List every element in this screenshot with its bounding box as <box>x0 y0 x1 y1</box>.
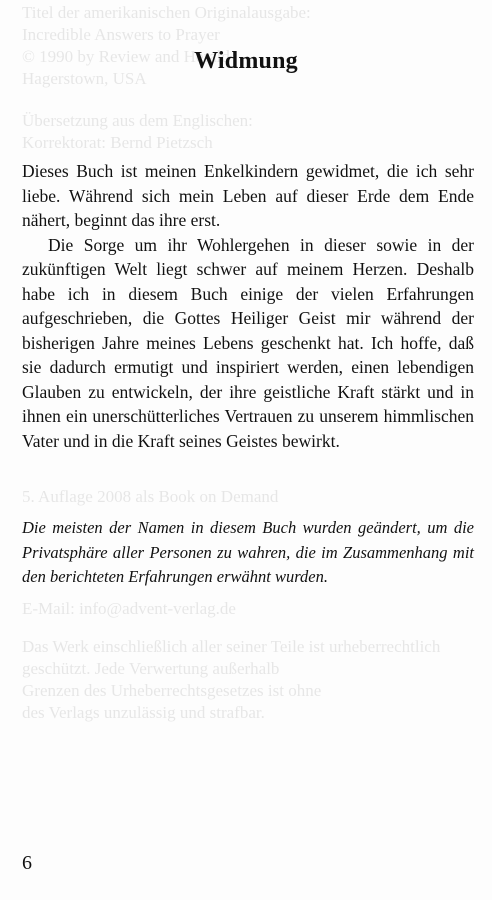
page-number: 6 <box>22 852 32 874</box>
bleed-through-line: Korrektorat: Bernd Pietzsch <box>22 133 213 152</box>
names-note: Die meisten der Namen in diesem Buch wurden geändert, um die Privatsphäre aller Personen zu wahren, die im Zusammenhang mit den berichteten Erfahrungen erwähnt wurden. <box>22 518 474 586</box>
bleed-through-line: Hagerstown, USA <box>22 69 147 88</box>
bleed-through-line: Grenzen des Urheberrechtsgesetzes ist ohne <box>22 681 322 700</box>
bleed-through-line: E-Mail: info@advent-verlag.de <box>22 599 236 618</box>
bleed-through-line: Das Werk einschließlich aller seiner Teile ist urheberrechtlich <box>22 637 441 656</box>
bleed-through-line: © 1990 by Review and Herald <box>22 47 230 66</box>
bleed-through-line: 5. Auflage 2008 als Book on Demand <box>22 487 279 506</box>
bleed-through-line: des Verlags unzulässig und strafbar. <box>22 703 265 722</box>
dedication-text <box>22 159 474 453</box>
dedication-paragraph: Dieses Buch ist meinen Enkelkindern gewidmet, die ich sehr liebe. Während sich mein Leben auf dieser Erde dem Ende nähert, beginnt das ihre erst. <box>22 161 474 230</box>
bleed-through-line: geschützt. Jede Verwertung außerhalb <box>22 659 280 678</box>
bleed-through-line: Übersetzung aus dem Englischen: <box>22 111 253 130</box>
dedication-paragraph: Die Sorge um ihr Wohlergehen in dieser sowie in der zukünftigen Welt liegt schwer auf meinem Herzen. Deshalb habe ich in diesem Buch einige der vielen Erfahrungen aufgeschrieben, die Gottes Heiliger Geist mir während der bisherigen Jahre meines Lebens geschenkt hat. Ich hoffe, daß sie dadurch ermutigt und inspiriert werden, einen lebendigen Glauben zu entwickeln, der ihre geistliche Kraft stärkt und in ihnen ein unerschütterliches Vertrauen zu unserem himmlischen Vater und in die Kraft seines Geistes bewirkt. <box>22 234 474 451</box>
page-title: Widmung <box>194 48 298 74</box>
bleed-through-line: Incredible Answers to Prayer <box>22 25 220 44</box>
bleed-through-line: Titel der amerikanischen Originalausgabe: <box>22 3 311 22</box>
